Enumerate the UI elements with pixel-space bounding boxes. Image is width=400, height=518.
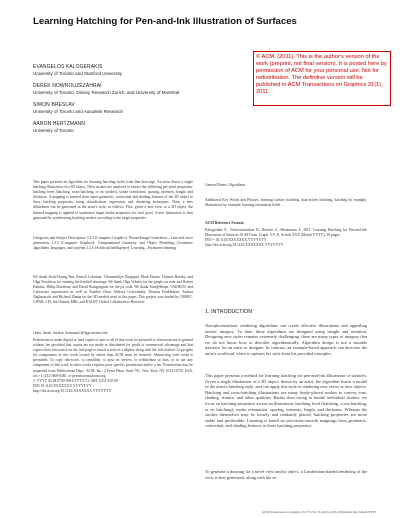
author-entry xyxy=(33,102,243,115)
reference-url: http://doi.acm.org/10.1145/XXXXXXX.YYYYYYY xyxy=(205,243,284,248)
author-name: EVANGELOS KALOGERAKIS xyxy=(33,64,103,70)
author-affiliation: University of Toronto xyxy=(33,127,74,133)
section-heading: 1. INTRODUCTION xyxy=(205,309,253,315)
author-list xyxy=(33,64,243,140)
author-entry xyxy=(33,121,243,134)
page-footer: ACM Transactions on Graphics, Vol. VV, No. N, Article XXX, Publication date: Month YYYY. xyxy=(262,510,377,514)
acknowledgments: We thank Seok-Hyung Bae, Patrick Coleman, Vikramaditya Dasgupta, Mark Hazen, Thomas Hendry, and Olga Vesselova for creating the hatched drawings. We thank Olga Veksler for the graph cut code and Robert Kalnins, Philip Davidson, and David Bourguignon for the jot code. We thank Aim@Shape, VAKHUN, and Cyberware repositories as well as Xiaobai Chen, Aleksey Golovinskiy, Thomas Funkhouser, Andrea Tagliasacchi and Richard Zhang for the 3D models used in this paper. This project was funded by NSERC, CIFAR, CFI, the Ontario MRI, and KAUST Global Collaborative Research. xyxy=(33,275,193,305)
paper-title: Learning Hatching for Pen-and-Ink Illustration of Surfaces xyxy=(33,16,297,27)
intro-paragraph: Non-photorealistic rendering algorithms can create effective illustrations and appealing artistic imagery. To date, these algorithms are designed using insight and intuition. Designing new styles remains extremely challenging: there are many types of imagery that we do not know how to describe algorithmically. Algorithm design is not a suitable interface for an artist or designer. In contrast, an example-based approach can decrease the artist's workload, when it captures his style from his provided examples. xyxy=(205,323,367,356)
author-affiliation: University of Toronto and Stanford University xyxy=(33,70,122,76)
intro-paragraph: To generate a drawing for a novel view and/or object, a Lambertian-shaded rendering of the view is first generated, along with the se- xyxy=(205,469,367,480)
copyright-notice-box: © ACM, (2011). This is the author's version of the work (preprint, not final version). It is posted here by permission of ACM for your personal use. Not for redistribution. The definitive version will be published in ACM Transactions on Graphics 31(1), 2011. xyxy=(253,51,391,106)
author-emails: {kalo, derek, breslav, hertzman}@dgp.toronto.edu xyxy=(33,331,108,335)
author-entry xyxy=(33,83,243,96)
permission-copyright: © YYYY ACM 0730-0301/YYYY/11-ART XXX $10.00 xyxy=(33,378,118,383)
permission-notice xyxy=(33,338,193,394)
keywords: Additional Key Words and Phrases: learning surface hatching, data-driven hatching, hatching by example, illustrations by example, learning orientation fields xyxy=(205,198,367,208)
reference-format-label: ACM Reference Format: xyxy=(205,221,245,225)
reference-format-text: Kalogerakis E., Nowrouzezahrai D., Breslav S., Hertzmann A. 2011. Learning Hatching for Pen-and-Ink Illustration of Surfaces ACM Trans. Graph. VV, N, Article XXX (Month YYYY), 18 pages. xyxy=(205,228,367,238)
categories-descriptors: Categories and Subject Descriptors: I.3.5 [Computer Graphics]: Picture/Image Generation—Line and curve generation; I.3.5 [Computer Graphics]: Computational Geometry and Object Modeling—Geometric algorithms, languages, and systems; I.2.6 [Artificial Intelligence]: Learning—Parameter learning xyxy=(33,236,193,251)
general-terms: General Terms: Algorithms xyxy=(205,183,246,187)
author-affiliation: University of Toronto, Disney Research Zurich, and University of Montreal xyxy=(33,89,180,95)
intro-paragraph: This paper presents a method for learning hatching for pen-and-ink illustration of surfaces. Given a single illustration of a 3D object, drawn by an artist, the algorithm learns a model of the artist's hatching style, and can apply this style to rendering new views or new objects. Hatching and cross-hatching illustrations use many finely-placed strokes to convey tone, shading, texture, and other qualities. Rather than trying to model individual strokes, we focus on hatching properties across an illustration: hatching level (hatching, cross-hatching, or no hatching), stroke orientation, spacing, intensity, length, and thickness. Whereas the strokes themselves may be loosely and randomly placed, hatching properties are more stable and predictable. Learning is based on piecewise-smooth mappings from geometric, contextual, and shading features to these hatching properties. xyxy=(205,373,367,429)
abstract: This paper presents an algorithm for learning hatching styles from line drawings. An artist draws a single hatching illustration of a 3D object. Their strokes are analyzed to extract the following per-pixel properties: hatching level (hatching, cross-hatching, or no strokes), stroke orientation, spacing, intensity, length, and thickness. A mapping is learned from input geometric, contextual and shading features of the 3D object to these hatching properties, using classification, regression, and clustering techniques. Then, a new illustration can be generated in the artist's style, as follows. First, given a new view of a 3D object, the learned mapping is applied to synthesize target stroke properties for each pixel. A new illustration is then generated by synthesizing hatching strokes according to the target properties. xyxy=(33,180,193,220)
permission-text: Permission to make digital or hard copies of part or all of this work for personal or classroom use is granted without fee provided that copies are not made or distributed for profit or commercial advantage and that copies show this notice on the first page or initial screen of a display along with the full citation. Copyrights for components of this work owned by others than ACM must be honored. Abstracting with credit is permitted. To copy otherwise, to republish, to post on servers, to redistribute to lists, or to use any component of this work in other works requires prior specific permission and/or a fee. Permissions may be requested from Publications Dept., ACM, Inc., 2 Penn Plaza, Suite 701, New York, NY 10121-0701 USA, fax +1 (212) 869-0481, or permissions@acm.org. xyxy=(33,338,193,378)
permission-url: http://doi.acm.org/10.1145/XXXXXXX.YYYYYYY xyxy=(33,388,112,393)
reference-format xyxy=(205,221,367,248)
author-affiliation: University of Toronto and Autodesk Research xyxy=(33,108,123,114)
reference-doi: DOI = 10.1145/XXXXXXX.YYYYYYY xyxy=(205,238,267,243)
permission-doi: DOI 10.1145/XXXXXXX.YYYYYYY xyxy=(33,383,92,388)
author-name: DEREK NOWROUZEZAHRAI xyxy=(33,83,102,89)
author-name: SIMON BRESLAV xyxy=(33,102,75,108)
author-name: AARON HERTZMANN xyxy=(33,121,85,127)
author-entry xyxy=(33,64,243,77)
